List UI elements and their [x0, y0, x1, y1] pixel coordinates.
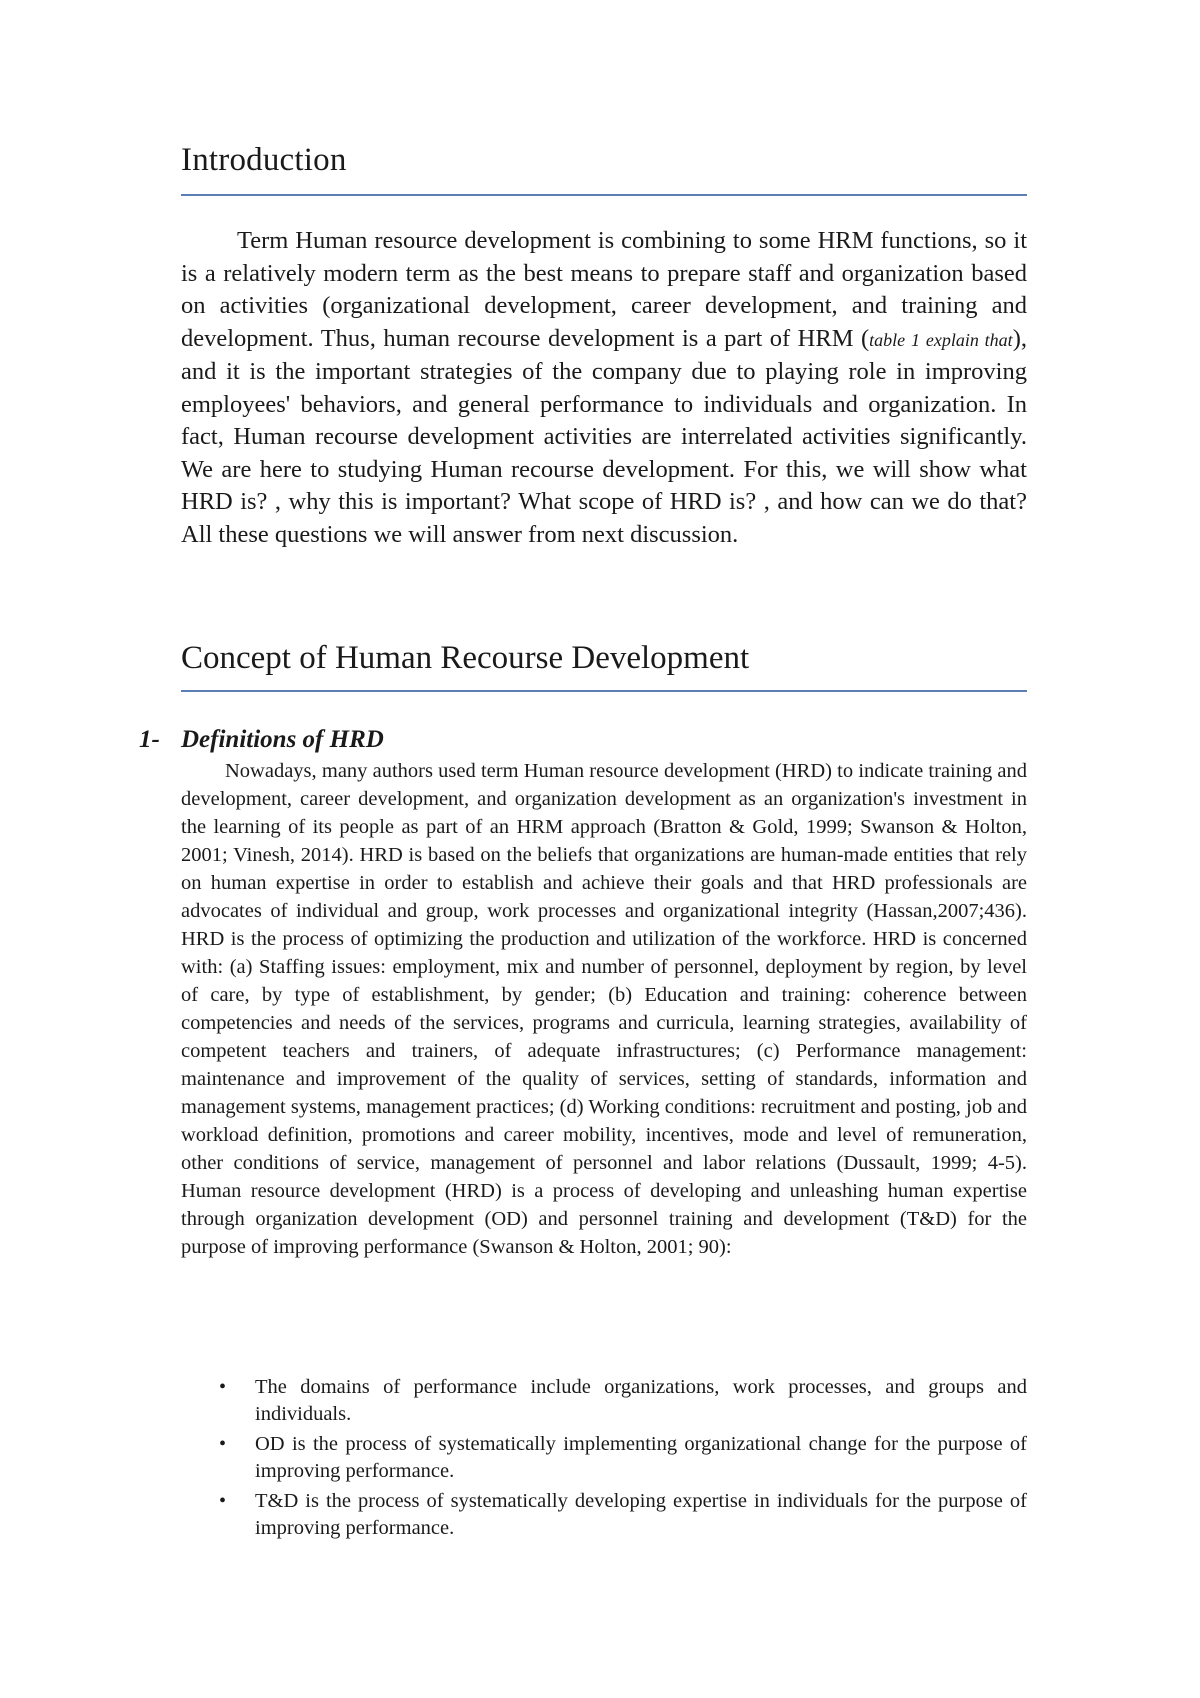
list-item [181, 1374, 1027, 1428]
list-item [181, 1488, 1027, 1542]
definitions-paragraph: Nowadays, many authors used term Human resource development (HRD) to indicate training and development, career development, and organization development as an organization's investment in the learning of its people as part of an HRM approach (Bratton & Gold, 1999; Swanson & Holton, 2001; Vinesh, 2014). HRD is based on the beliefs that organizations are human-made entities that rely on human expertise in order to establish and achieve their goals and that HRD professionals are advocates of individual and group, work processes and organizational integrity (Hassan,2007;436). HRD is the process of optimizing the production and utilization of the workforce. HRD is concerned with: (a) Staffing issues: employment, mix and number of personnel, deployment by region, by level of care, by type of establishment, by gender; (b) Education and training: coherence between competencies and needs of the services, programs and curricula, learning strategies, availability of competent teachers and trainers, of adequate infrastructures; (c) Performance management: maintenance and improvement of the quality of services, setting of standards, information and management systems, management practices; (d) Working conditions: recruitment and posting, job and workload definition, promotions and career mobility, incentives, mode and level of remuneration, other conditions of service, management of personnel and labor relations (Dussault, 1999; 4-5). Human resource development (HRD) is a process of developing and unleashing human expertise through organization development (OD) and personnel training and development (T&D) for the purpose of improving performance (Swanson & Holton, 2001; 90): [181, 760, 1027, 1258]
list-item-text: The domains of performance include organizations, work processes, and groups and individuals. [255, 1376, 1027, 1425]
intro-table-reference: table 1 explain that [869, 329, 1013, 350]
subheading-number: 1- [139, 726, 160, 753]
list-item [181, 1431, 1027, 1485]
bullet-icon: • [219, 1490, 227, 1512]
intro-text-end: ), and it is the important strategies of the company due to playing role in improving employees' behaviors, and general performance to individuals and organization. In fact, Human recourse development activities are interrelated activities significantly. We are here to studying Human recourse development. For this, we will show what HRD is? , why this is important? What scope of HRD is? , and how can we do that? All these questions we will answer from next discussion. [181, 324, 1027, 548]
heading-underline [181, 690, 1027, 692]
concept-heading: Concept of Human Recourse Development [181, 640, 750, 676]
heading-underline [181, 194, 1027, 196]
subheading-title: Definitions of HRD [181, 726, 384, 753]
list-item-text: OD is the process of systematically implementing organizational change for the purpose of improving performance. [255, 1433, 1027, 1482]
hrd-bullet-list [181, 1374, 1027, 1545]
list-item-text: T&D is the process of systematically developing expertise in individuals for the purpose of improving performance. [255, 1490, 1027, 1539]
introduction-paragraph [181, 225, 1027, 551]
intro-text-start: Term Human resource development is combining to some HRM functions, so it is a relatively modern term as the best means to prepare staff and organization based on activities (organizational development, career development, and training and development. Thus, human recourse development is a part of HRM ( [181, 227, 1027, 352]
bullet-icon: • [219, 1433, 227, 1455]
definitions-subheading [139, 726, 384, 754]
introduction-heading: Introduction [181, 142, 347, 178]
bullet-icon: • [219, 1376, 227, 1398]
